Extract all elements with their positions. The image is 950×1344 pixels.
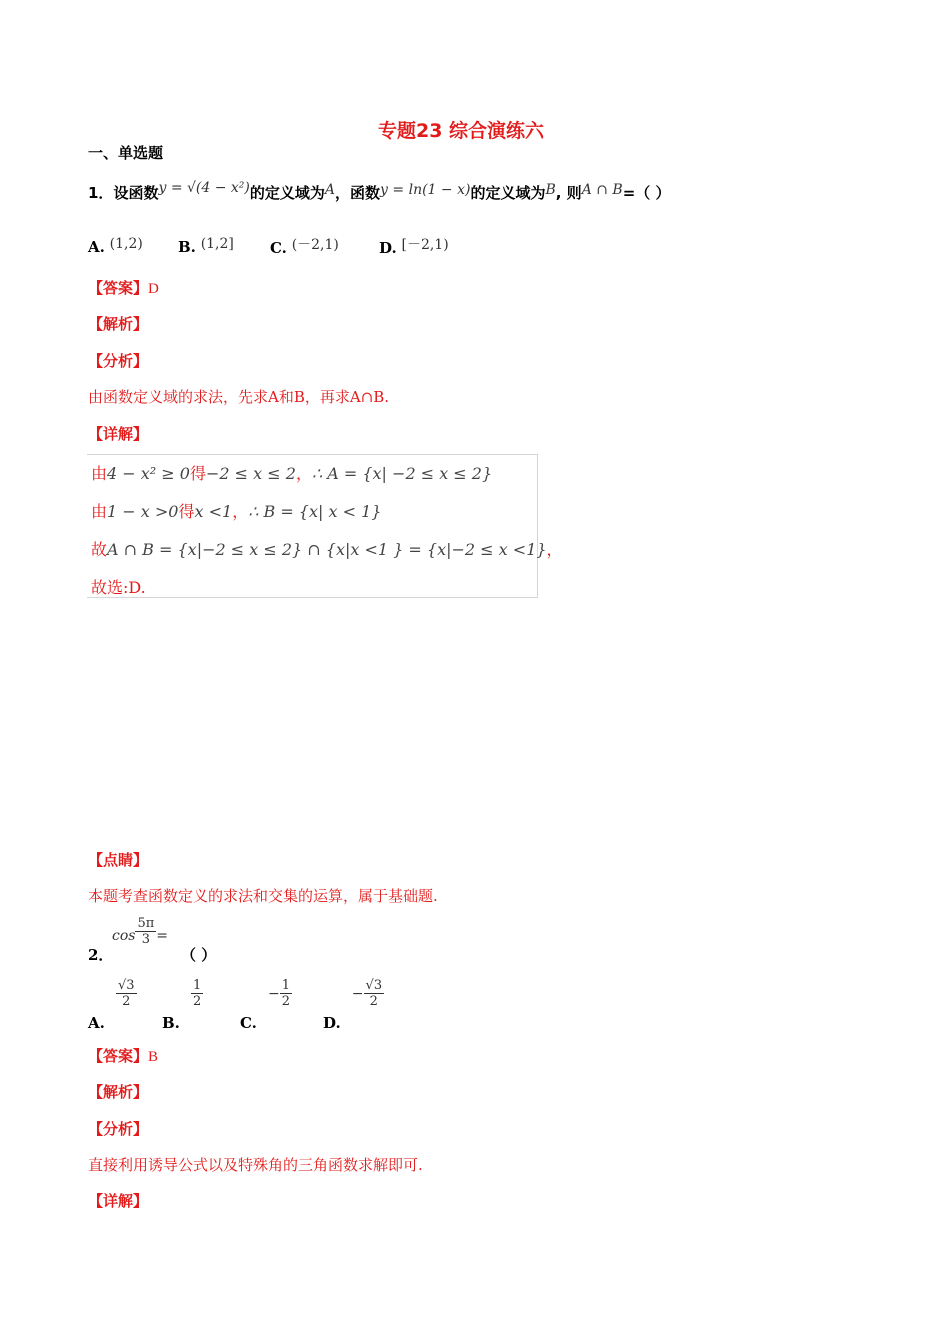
solution-line-2: 由1 − x >0得x <1，∴ B = {x| x < 1} <box>91 502 382 521</box>
fenxi-text: 由函数定义域的求法，先求A和B，再求A∩B. <box>88 388 390 406</box>
dianjing-text: 本题考查函数定义的求法和交集的运算，属于基础题. <box>88 887 438 905</box>
fenxi-tag: 【分析】 <box>88 1120 149 1138</box>
fenxi-text: 直接利用诱导公式以及特殊角的三角函数求解即可. <box>88 1156 423 1174</box>
answer-line: 【答案】B <box>88 1047 159 1065</box>
question-number: 2． <box>88 946 114 964</box>
xiangjie-tag: 【详解】 <box>88 425 149 443</box>
formula-sqrt: y = √(4 − x²) <box>158 180 250 196</box>
solution-line-1: 由4 − x² ≥ 0得−2 ≤ x ≤ 2，∴ A = {x| −2 ≤ x ≤ 2} <box>91 464 493 483</box>
question-1-stem: 1．设函数y = √(4 − x²)的定义域为A，函数y = ln(1 − x)的定义域为B, 则A ∩ B=（ ） <box>88 180 671 202</box>
answer-value: B <box>148 1049 159 1065</box>
question-2-stem <box>88 916 114 964</box>
option-b: B. (1,2] <box>178 236 234 256</box>
jiexi-tag: 【解析】 <box>88 315 149 333</box>
answer-line: 【答案】D <box>88 279 159 297</box>
jiexi-tag: 【解析】 <box>88 1083 149 1101</box>
fenxi-tag: 【分析】 <box>88 352 149 370</box>
answer-value: D <box>148 281 159 297</box>
option-d: D. [－2,1) <box>379 237 449 257</box>
solution-box <box>87 454 563 598</box>
option-c: C. − $\frac{1}{2}$ <box>240 978 291 1032</box>
option-d: D. − $\frac{√3}{2}$ <box>323 978 383 1032</box>
question-number: 1． <box>88 184 114 202</box>
solution-line-4: 故选:D. <box>91 578 146 597</box>
option-c: C. (－2,1) <box>270 237 339 257</box>
formula-ln: y = ln(1 − x) <box>380 182 471 198</box>
solution-line-3: 故A ∩ B = {x|−2 ≤ x ≤ 2} ∩ {x|x <1 } = {x|−2 ≤ x <1}， <box>91 540 563 559</box>
answer-paren: （ ） <box>181 946 217 964</box>
dianjing-tag: 【点睛】 <box>88 851 149 869</box>
section-heading: 一、单选题 <box>88 144 164 162</box>
option-a: A. (1,2) <box>88 236 143 256</box>
option-b: B. $\frac{1}{2}$ <box>162 978 202 1032</box>
cos-expression: cos $\frac{5\pi}{3}$ = <box>112 916 169 947</box>
option-a: A. $\frac{√3}{2}$ <box>88 978 135 1032</box>
xiangjie-tag: 【详解】 <box>88 1192 149 1210</box>
page-title: 专题23 综合演练六 <box>378 120 545 142</box>
